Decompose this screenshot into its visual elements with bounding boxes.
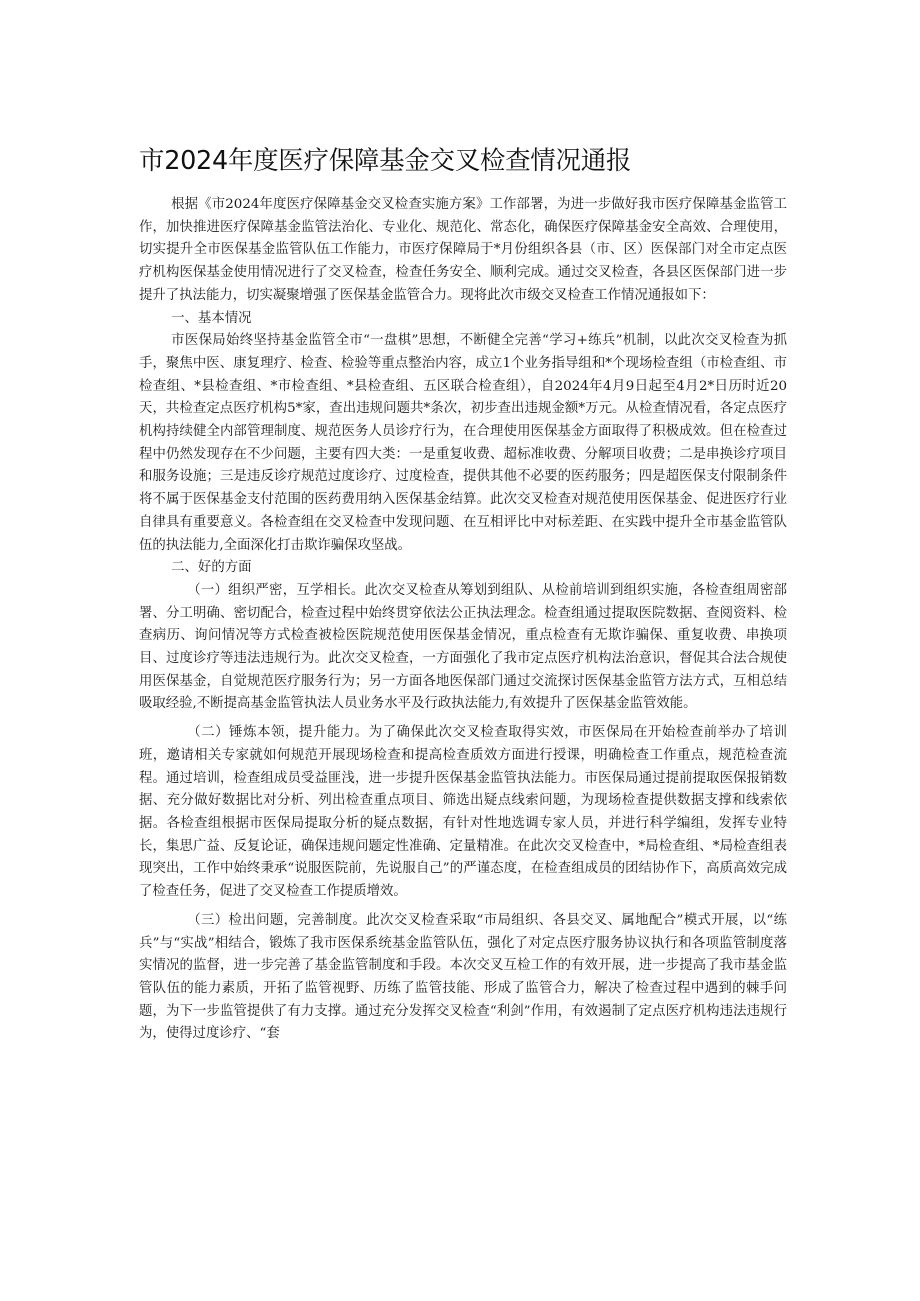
good-aspect-paragraph-2: （二）锤炼本领，提升能力。为了确保此次交叉检查取得实效，市医保局在开始检查前举办了培训班，邀请相关专家就如何规范开展现场检查和提高检查质效方面进行授课，明确检查工作重点，规范检查流程。通过培训，检查组成员受益匪浅，进一步提升医保基金监管执法能力。市医保局通过提前提取医保报销数据、充分做好数据比对分析、列出检查重点项目、筛选出疑点线索问题，为现场检查提供数据支撑和线索依据。各检查组根据市医保局提取分析的疑点数据，有针对性地选调专家人员，并进行科学编组，发挥专业特长，集思广益、反复论证，确保违规问题定性准确、定量精准。在此次交叉检查中，*局检查组、*局检查组表现突出，工作中始终秉承“说服医院前，先说服自己”的严谨态度，在检查组成员的团结协作下，高质高效完成了检查任务，促进了交叉检查工作提质增效。 [139,725,787,900]
section-heading-good-aspects: 二、好的方面 [171,560,252,576]
document-body [139,194,787,1046]
good-aspect-paragraph-3: （三）检出问题，完善制度。此次交叉检查采取“市局组织、各县交叉、属地配合”模式开展，以“练兵”与“实战”相结合，锻炼了我市医保系统基金监管队伍，强化了对定点医疗服务协议执行和各项监管制度落实情况的监督，进一步完善了基金监管制度和手段。本次交叉互检工作的有效开展，进一步提高了我市基金监管队伍的能力素质，开拓了监管视野、历练了监管技能、形成了监管合力，解决了检查过程中遇到的棘手问题，为下一步监管提供了有力支撑。通过充分发挥交叉检查“利剑”作用，有效遏制了定点医疗机构违法违规行为，使得过度诊疗、“套 [139,912,787,1042]
document-title: 市2024年度医疗保障基金交叉检查情况通报 [139,146,632,176]
good-aspect-paragraph-1: （一）组织严密，互学相长。此次交叉检查从筹划到组队、从检前培训到组织实施，各检查组周密部署、分工明确、密切配合，检查过程中始终贯穿依法公正执法理念。检查组通过提取医院数据、查阅资料、检查病历、询问情况等方式检查被检医院规范使用医保基金情况，重点检查有无欺诈骗保、重复收费、串换项目、过度诊疗等违法违规行为。此次交叉检查，一方面强化了我市定点医疗机构法治意识，督促其合法合规使用医保基金，自觉规范医疗服务行为；另一方面各地医保部门通过交流探讨医保基金监管方法方式，互相总结吸取经验,不断提高基金监管执法人员业务水平及行政执法能力,有效提升了医保基金监管效能。 [139,582,787,712]
intro-paragraph: 根据《市2024年度医疗保障基金交叉检查实施方案》工作部署，为进一步做好我市医疗保障基金监管工作，加快推进医疗保障基金监管法治化、专业化、规范化、常态化，确保医疗保障基金安全高效、合理使用，切实提升全市医保基金监管队伍工作能力，市医疗保障局于*月份组织各县（市、区）医保部门对全市定点医疗机构医保基金使用情况进行了交叉检查，检查任务安全、顺利完成。通过交叉检查，各县区医保部门进一步提升了执法能力，切实凝聚增强了医保基金监管合力。现将此次市级交叉检查工作情况通报如下： [139,197,787,303]
basic-situation-paragraph: 市医保局始终坚持基金监管全市“一盘棋”思想，不断健全完善“学习+练兵”机制，以此次交叉检查为抓手，聚焦中医、康复理疗、检查、检验等重点整治内容，成立1个业务指导组和*个现场检查组（市检查组、市检查组、*县检查组、*市检查组、*县检查组、五区联合检查组），自2024年4月9日起至4月2*日历时近20天，共检查定点医疗机构5*家，查出违规问题共*条次，初步查出违规金额*万元。从检查情况看，各定点医疗机构持续健全内部管理制度、规范医务人员诊疗行为，在合理使用医保基金方面取得了积极成效。但在检查过程中仍然发现存在不少问题，主要有四大类：一是重复收费、超标准收费、分解项目收费；二是串换诊疗项目和服务设施；三是违反诊疗规范过度诊疗、过度检查，提供其他不必要的医药服务；四是超医保支付限制条件将不属于医保基金支付范围的医药费用纳入医保基金结算。此次交叉检查对规范使用医保基金、促进医疗行业自律具有重要意义。各检查组在交叉检查中发现问题、在互相评比中对标差距、在实践中提升全市基金监管队伍的执法能力,全面深化打击欺诈骗保攻坚战。 [139,333,787,553]
section-heading-basic-situation: 一、基本情况 [171,310,252,326]
